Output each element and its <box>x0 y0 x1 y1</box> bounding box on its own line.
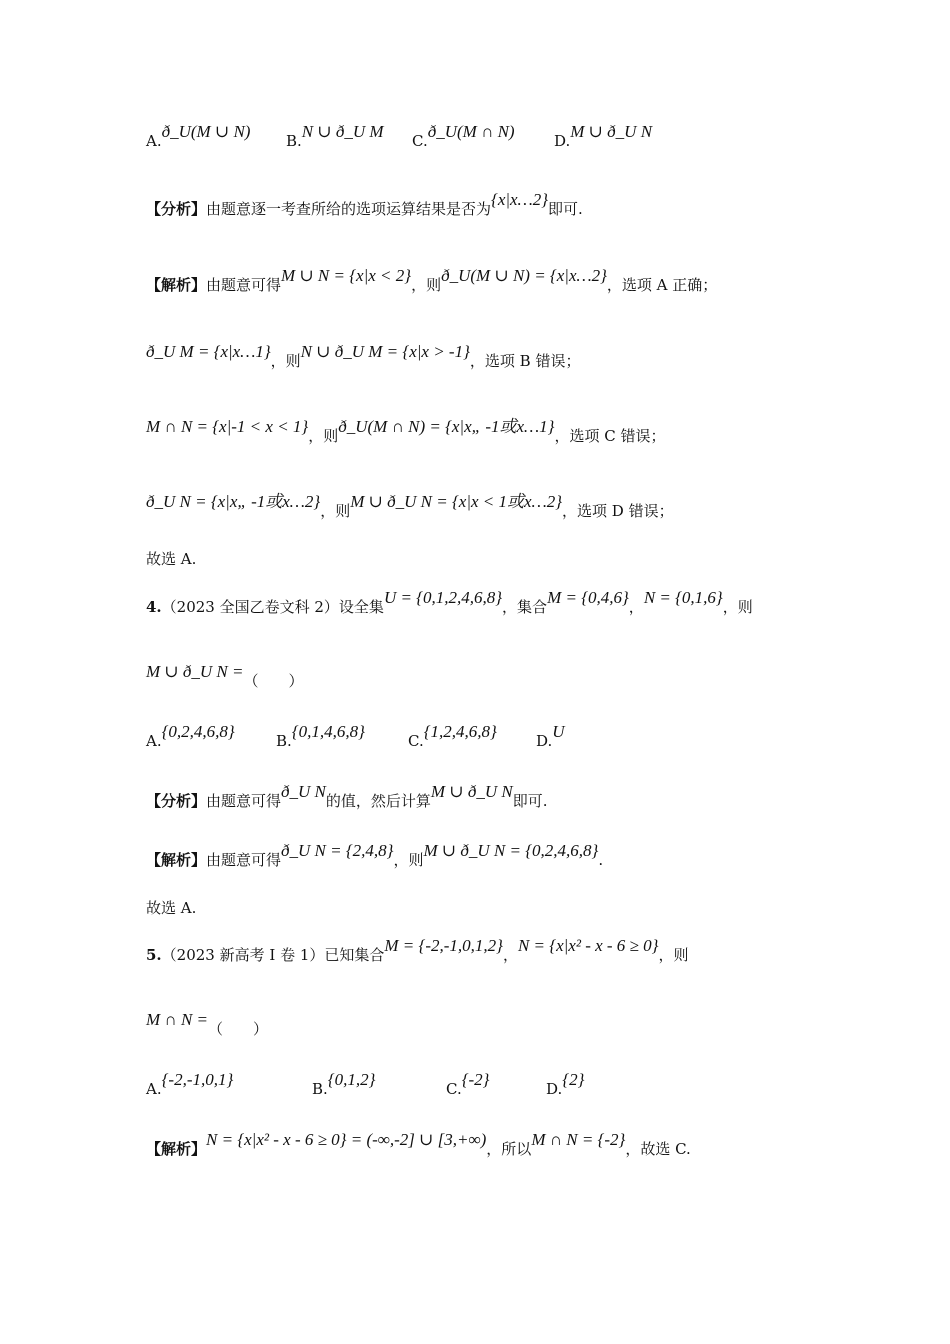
q4-option-a: A.{0,2,4,6,8} <box>146 722 235 750</box>
q3-solution-line-4: ð_U N = {x|x„ -1或x…2}，则M ∪ ð_U N = {x|x < 1或x…2}，选项 D 错误； <box>146 492 674 520</box>
q3-answer: 故选 A. <box>146 550 197 568</box>
q5-option-b: B.{0,1,2} <box>312 1070 376 1098</box>
q4-option-c: C.{1,2,4,6,8} <box>408 722 497 750</box>
q4-option-d: D.U <box>536 722 565 750</box>
q4-solution: 【解析】由题意可得ð_U N = {2,4,8}，则M ∪ ð_U N = {0,2,4,6,8}. <box>146 841 604 869</box>
q5-option-d: D.{2} <box>546 1070 585 1098</box>
q4-stem-line-2: M ∪ ð_U N =（ ） <box>146 662 304 690</box>
q5-stem: 5.（2023 新高考 I 卷 1）已知集合M = {-2,-1,0,1,2}，N = {x|x² - x - 6 ≥ 0}，则 <box>146 936 689 964</box>
q3-option-d: D.M ∪ ð_U N <box>554 122 653 150</box>
q3-solution-line-2: ð_U M = {x|x…1}，则N ∪ ð_U M = {x|x > -1}，选项 B 错误； <box>146 342 581 370</box>
q5-option-c: C.{-2} <box>446 1070 490 1098</box>
q3-option-c: C.ð_U(M ∩ N) <box>412 122 515 150</box>
q4-answer: 故选 A. <box>146 899 197 917</box>
q4-stem: 4.（2023 全国乙卷文科 2）设全集U = {0,1,2,4,6,8}，集合M = {0,4,6}，N = {0,1,6}，则 <box>146 588 753 616</box>
q5-solution: 【解析】N = {x|x² - x - 6 ≥ 0} = (-∞,-2] ∪ [3,+∞)，所以M ∩ N = {-2}，故选 C. <box>146 1130 691 1158</box>
q4-analysis: 【分析】由题意可得ð_U N的值，然后计算M ∪ ð_U N即可. <box>146 782 548 810</box>
q5-option-a: A.{-2,-1,0,1} <box>146 1070 234 1098</box>
q3-solution-line-1: 【解析】由题意可得M ∪ N = {x|x < 2}，则ð_U(M ∪ N) = {x|x…2}，选项 A 正确； <box>146 266 718 294</box>
q3-option-a: A.ð_U(M ∪ N) <box>146 122 251 150</box>
q3-option-b: B.N ∪ ð_U M <box>286 122 384 150</box>
q3-analysis: 【分析】由题意逐一考查所给的选项运算结果是否为{x|x…2}即可. <box>146 190 583 218</box>
q5-stem-line-2: M ∩ N =（ ） <box>146 1010 269 1038</box>
q3-solution-line-3: M ∩ N = {x|-1 < x < 1}，则ð_U(M ∩ N) = {x|x„ -1或x…1}，选项 C 错误； <box>146 417 666 445</box>
q4-option-b: B.{0,1,4,6,8} <box>276 722 365 750</box>
